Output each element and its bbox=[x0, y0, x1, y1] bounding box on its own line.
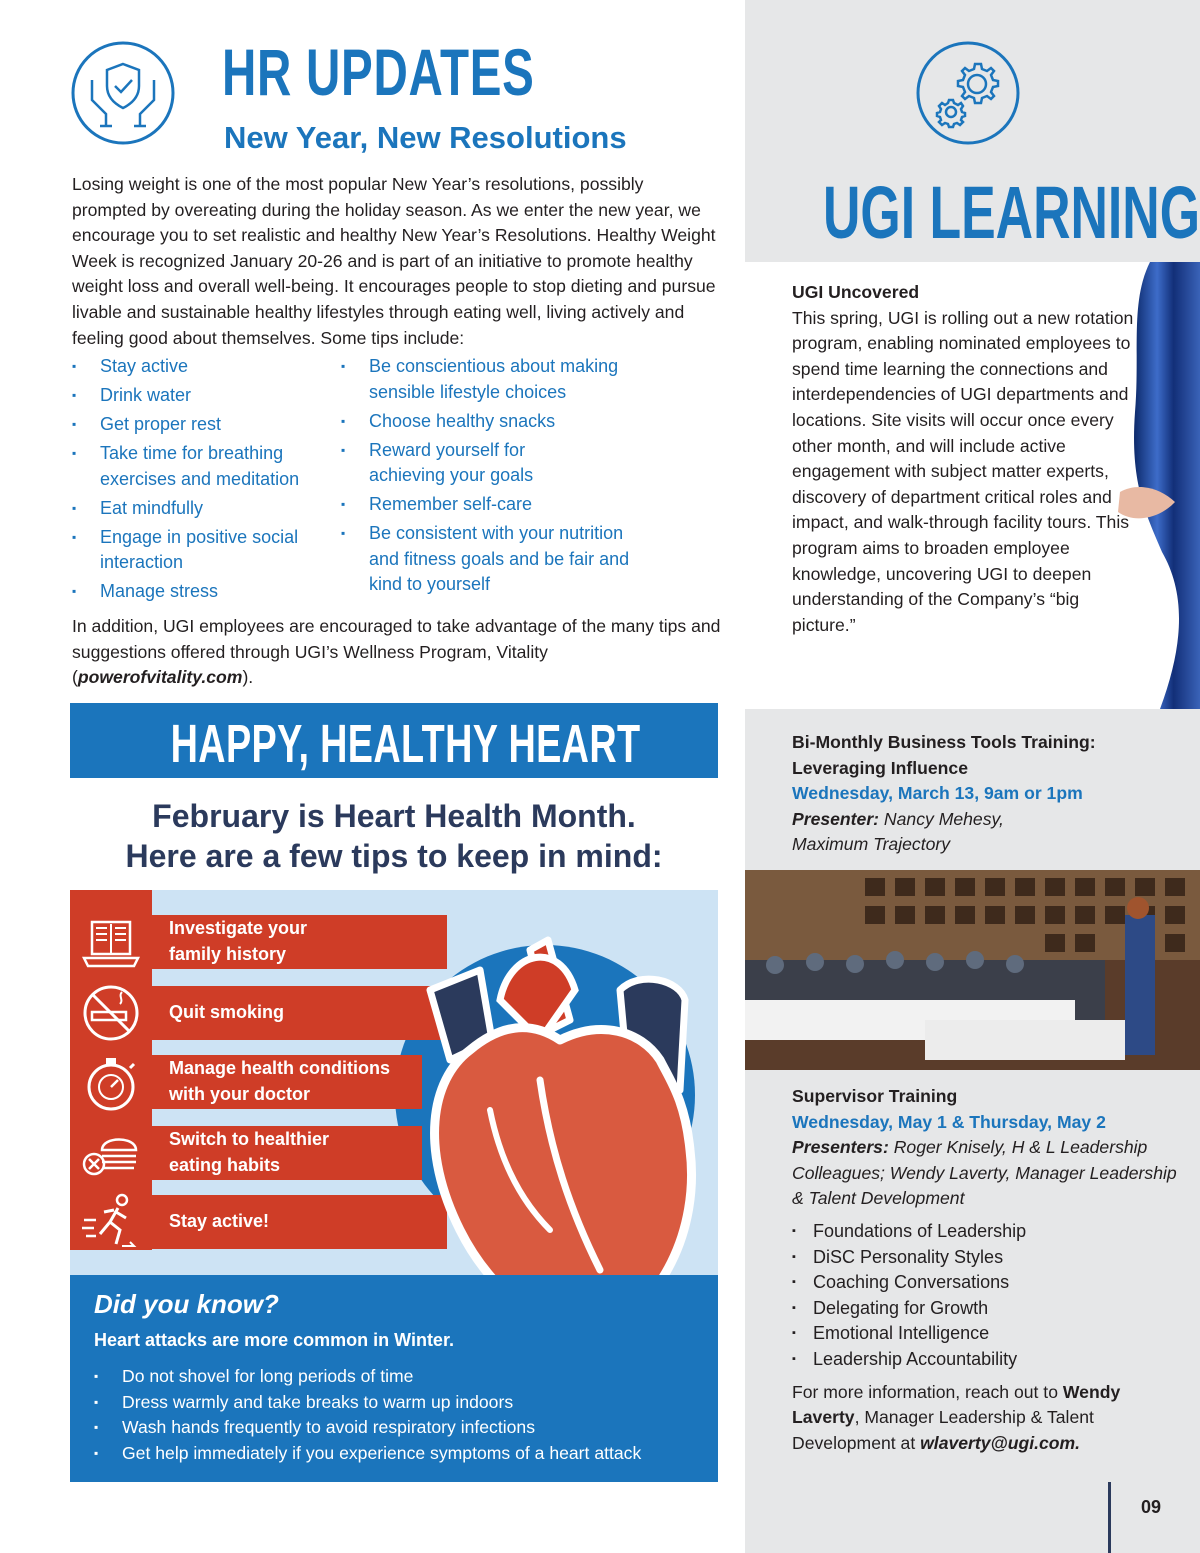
hands-shield-icon bbox=[70, 40, 176, 146]
hr-outro bbox=[72, 614, 722, 691]
did-you-know-list bbox=[94, 1364, 641, 1466]
heart-subtitle-line2: Here are a few tips to keep in mind: bbox=[125, 838, 663, 874]
list-item: ▪ Do not shovel for long periods of time bbox=[94, 1364, 641, 1390]
tip-label: Quit smoking bbox=[169, 1002, 285, 1023]
list-item: ▪ Wash hands frequently to avoid respiratory infections bbox=[94, 1415, 641, 1441]
outro-text: In addition, UGI employees are encouraged to take advantage of the many tips and suggestions offered through UGI’s Wellness Program, Vitality ( bbox=[72, 616, 721, 688]
bmt-presenter bbox=[792, 807, 1192, 833]
list-item: ▪ Drink water bbox=[72, 383, 337, 409]
list-item: ▪ Stay active bbox=[72, 354, 337, 380]
contact-mid: , Manager Leadership & Talent Development at bbox=[792, 1407, 1094, 1453]
right-column bbox=[745, 0, 1200, 1553]
list-item: ▪ Coaching Conversations bbox=[792, 1270, 1192, 1296]
did-you-know-title: Did you know? bbox=[94, 1289, 279, 1319]
tip-label: Stay active! bbox=[169, 1211, 270, 1232]
presenters-names: Roger Knisely, H & L Leadership Colleagues; Wendy Laverty, Manager Leadership & Talent Development bbox=[792, 1137, 1177, 1209]
outro-end: ). bbox=[242, 667, 254, 688]
heart-infographic bbox=[70, 890, 718, 1275]
list-item: ▪ Eat mindfully bbox=[72, 496, 337, 522]
tip-label: Manage health conditions bbox=[169, 1058, 391, 1079]
list-item: ▪ Dress warmly and take breaks to warm up indoors bbox=[94, 1390, 641, 1416]
tip-label: Investigate your bbox=[169, 918, 308, 939]
tip-label: with your doctor bbox=[169, 1084, 310, 1104]
contact-info bbox=[792, 1380, 1192, 1457]
bmt-subtitle: Leveraging Influence bbox=[792, 757, 968, 778]
bmt-title: Bi-Monthly Business Tools Training: bbox=[792, 732, 1096, 752]
list-item: ▪ Get help immediately if you experience symptoms of a heart attack bbox=[94, 1441, 641, 1467]
no-burger-icon bbox=[78, 1120, 144, 1186]
list-item: ▪ Reward yourself for achieving your goals bbox=[341, 438, 561, 489]
sup-presenters bbox=[792, 1135, 1192, 1212]
list-item: ▪ Choose healthy snacks bbox=[341, 409, 681, 435]
heart-illustration bbox=[400, 910, 718, 1275]
did-you-know-subtitle: Heart attacks are more common in Winter. bbox=[94, 1330, 454, 1350]
tip-label: Switch to healthier bbox=[169, 1129, 330, 1150]
heart-subtitle-line1: February is Heart Health Month. bbox=[152, 798, 636, 834]
running-person-icon bbox=[78, 1190, 144, 1256]
list-item: ▪ Leadership Accountability bbox=[792, 1347, 1192, 1373]
list-item: ▪ Manage stress bbox=[72, 579, 337, 605]
heart-banner-title: HAPPY, HEALTHY HEART bbox=[170, 714, 641, 774]
list-item: ▪ Delegating for Growth bbox=[792, 1296, 1192, 1322]
gears-icon bbox=[915, 40, 1021, 146]
list-item: ▪ DiSC Personality Styles bbox=[792, 1245, 1192, 1271]
tips-list-1 bbox=[72, 354, 337, 608]
presenters-label: Presenters: bbox=[792, 1137, 889, 1158]
ugi-uncovered-heading: UGI Uncovered bbox=[792, 282, 920, 302]
ugi-learning-title: UGI LEARNING bbox=[823, 171, 1200, 254]
heart-subtitle bbox=[70, 796, 718, 876]
list-item: ▪ Engage in positive social interaction bbox=[72, 525, 337, 576]
list-item: ▪ Emotional Intelligence bbox=[792, 1321, 1192, 1347]
page-number: 09 bbox=[1141, 1497, 1162, 1517]
list-item: ▪ Remember self-care bbox=[341, 492, 681, 518]
vitality-link[interactable]: powerofvitality.com bbox=[77, 667, 243, 688]
page-number-rule bbox=[1108, 1482, 1111, 1553]
stopwatch-icon bbox=[78, 1050, 144, 1116]
ugi-uncovered-text bbox=[792, 280, 1137, 638]
ugi-uncovered-body: This spring, UGI is rolling out a new rotation program, enabling nominated employees to spend time learning the connections and interdependencies of UGI departments and locations. Site visits will occur once every other month, and will include active engagement with subject matter experts, discovery of department critical roles and impact, and walk-through facility tours. This program aims to broaden employee knowledge, uncovering UGI to deepen understanding of the Company’s “big picture.” bbox=[792, 307, 1134, 635]
tip-bar-health-conditions bbox=[152, 1055, 422, 1109]
heart-banner bbox=[70, 703, 718, 778]
presenter-label: Presenter: bbox=[792, 808, 880, 829]
hr-intro: Losing weight is one of the most popular New Year’s resolutions, possibly prompted by overeating during the holiday season. As we enter the new year, we encourage you to set realistic and healthy New Year’s Resolutions. Healthy Weight Week is recognized January 20-26 and is part of an initiative to promote healthy weight loss and overall well-being. It encourages people to stop dieting and pursue livable and sustainable healthy lifestyles through eating well, living actively and feeling good about themselves. Some tips include: bbox=[72, 174, 716, 348]
contact-pre: For more information, reach out to bbox=[792, 1381, 1063, 1402]
book-laptop-icon bbox=[78, 910, 144, 976]
hr-title: HR UPDATES bbox=[222, 35, 535, 109]
tip-bar-eating-habits bbox=[152, 1126, 422, 1180]
no-smoking-icon bbox=[78, 980, 144, 1046]
supervisor-training bbox=[792, 1084, 1192, 1456]
list-item: ▪ Be consistent with your nutrition and fitness goals and be fair and kind to yourself bbox=[341, 521, 651, 598]
list-item: ▪ Foundations of Leadership bbox=[792, 1219, 1192, 1245]
business-tools-training bbox=[792, 730, 1192, 858]
hr-subtitle: New Year, New Resolutions bbox=[224, 120, 627, 155]
did-you-know-box bbox=[70, 1275, 718, 1482]
sup-date: Wednesday, May 1 & Thursday, May 2 bbox=[792, 1111, 1106, 1132]
list-item: ▪ Get proper rest bbox=[72, 412, 337, 438]
tips-list-2 bbox=[341, 354, 681, 601]
training-photo bbox=[745, 870, 1200, 1070]
presenter-company: Maximum Trajectory bbox=[792, 834, 951, 855]
list-item: ▪ Be conscientious about making sensible lifestyle choices bbox=[341, 354, 641, 405]
tip-label: eating habits bbox=[169, 1155, 281, 1175]
ugi-uncovered-box bbox=[745, 262, 1200, 709]
contact-email-link[interactable]: wlaverty@ugi.com. bbox=[920, 1432, 1081, 1453]
presenter-name: Nancy Mehesy, bbox=[879, 808, 1004, 829]
list-item: ▪ Take time for breathing exercises and meditation bbox=[72, 441, 337, 492]
supervisor-topics-list bbox=[792, 1219, 1192, 1373]
sup-title: Supervisor Training bbox=[792, 1086, 958, 1106]
bmt-date: Wednesday, March 13, 9am or 1pm bbox=[792, 783, 1083, 804]
contact-name: Wendy Laverty bbox=[792, 1381, 1121, 1428]
tip-label: family history bbox=[169, 944, 287, 964]
